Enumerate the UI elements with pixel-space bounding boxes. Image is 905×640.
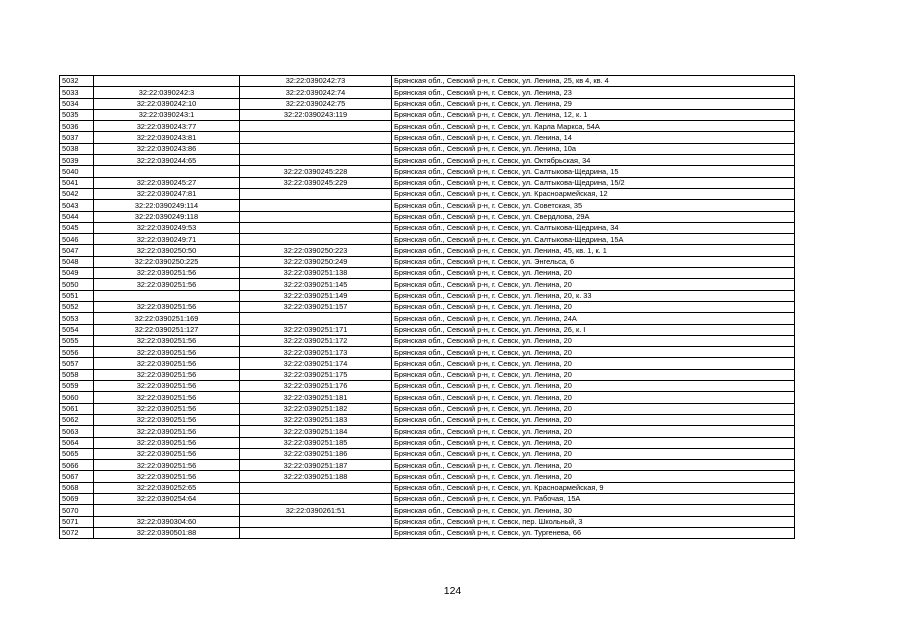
address-cell: Брянская обл., Севский р-н, г. Севск, ул. Салтыкова-Щедрина, 34 (392, 222, 795, 233)
object-cadastral-number-cell (240, 222, 392, 233)
object-cadastral-number-cell: 32:22:0390245:228 (240, 166, 392, 177)
row-number-cell: 5050 (60, 279, 94, 290)
address-cell: Брянская обл., Севский р-н, г. Севск, ул. Ленина, 20 (392, 335, 795, 346)
row-number-cell: 5036 (60, 121, 94, 132)
object-cadastral-number-cell: 32:22:0390250:249 (240, 256, 392, 267)
object-cadastral-number-cell: 32:22:0390251:184 (240, 426, 392, 437)
address-cell: Брянская обл., Севский р-н, г. Севск, ул. Тургенева, 66 (392, 527, 795, 538)
object-cadastral-number-cell: 32:22:0390251:182 (240, 403, 392, 414)
cadastral-number-cell: 32:22:0390243:77 (94, 121, 240, 132)
object-cadastral-number-cell: 32:22:0390245:229 (240, 177, 392, 188)
table-row (60, 109, 795, 120)
cadastral-number-cell: 32:22:0390251:56 (94, 392, 240, 403)
cadastral-number-cell: 32:22:0390251:56 (94, 369, 240, 380)
row-number-cell: 5069 (60, 493, 94, 504)
row-number-cell: 5063 (60, 426, 94, 437)
table-row (60, 177, 795, 188)
address-cell: Брянская обл., Севский р-н, г. Севск, ул. Ленина, 12, к. 1 (392, 109, 795, 120)
object-cadastral-number-cell: 32:22:0390251:181 (240, 392, 392, 403)
row-number-cell: 5061 (60, 403, 94, 414)
cadastral-number-cell: 32:22:0390251:56 (94, 347, 240, 358)
address-cell: Брянская обл., Севский р-н, г. Севск, ул. Ленина, 29 (392, 98, 795, 109)
table-row (60, 516, 795, 527)
object-cadastral-number-cell: 32:22:0390251:171 (240, 324, 392, 335)
row-number-cell: 5067 (60, 471, 94, 482)
row-number-cell: 5056 (60, 347, 94, 358)
row-number-cell: 5047 (60, 245, 94, 256)
object-cadastral-number-cell (240, 155, 392, 166)
row-number-cell: 5071 (60, 516, 94, 527)
address-cell: Брянская обл., Севский р-н, г. Севск, ул. Октябрьская, 34 (392, 155, 795, 166)
object-cadastral-number-cell (240, 121, 392, 132)
cadastral-number-cell: 32:22:0390251:56 (94, 335, 240, 346)
object-cadastral-number-cell (240, 516, 392, 527)
table-row (60, 256, 795, 267)
address-cell: Брянская обл., Севский р-н, г. Севск, ул. Ленина, 20 (392, 392, 795, 403)
table-row (60, 448, 795, 459)
row-number-cell: 5054 (60, 324, 94, 335)
cadastral-number-cell: 32:22:0390251:56 (94, 414, 240, 425)
object-cadastral-number-cell (240, 527, 392, 538)
address-cell: Брянская обл., Севский р-н, г. Севск, ул. Ленина, 20 (392, 471, 795, 482)
cadastral-number-cell: 32:22:0390249:118 (94, 211, 240, 222)
table-row (60, 460, 795, 471)
table-row (60, 245, 795, 256)
cadastral-number-cell: 32:22:0390242:10 (94, 98, 240, 109)
object-cadastral-number-cell: 32:22:0390251:183 (240, 414, 392, 425)
table-row (60, 268, 795, 279)
cadastral-number-cell: 32:22:0390243:1 (94, 109, 240, 120)
row-number-cell: 5043 (60, 200, 94, 211)
object-cadastral-number-cell (240, 482, 392, 493)
table-row (60, 527, 795, 538)
table-row (60, 437, 795, 448)
cadastral-number-cell: 32:22:0390243:86 (94, 143, 240, 154)
object-cadastral-number-cell: 32:22:0390251:173 (240, 347, 392, 358)
address-cell: Брянская обл., Севский р-н, г. Севск, ул. Ленина, 20 (392, 426, 795, 437)
address-cell: Брянская обл., Севский р-н, г. Севск, пер. Школьный, 3 (392, 516, 795, 527)
table-row (60, 471, 795, 482)
property-register-table (59, 75, 795, 539)
row-number-cell: 5062 (60, 414, 94, 425)
cadastral-number-cell: 32:22:0390249:53 (94, 222, 240, 233)
cadastral-number-cell: 32:22:0390251:56 (94, 381, 240, 392)
row-number-cell: 5065 (60, 448, 94, 459)
table-row (60, 392, 795, 403)
table-row (60, 414, 795, 425)
cadastral-number-cell: 32:22:0390252:65 (94, 482, 240, 493)
address-cell: Брянская обл., Севский р-н, г. Севск, ул. Салтыкова-Щедрина, 15 (392, 166, 795, 177)
table-row (60, 222, 795, 233)
cadastral-number-cell: 32:22:0390251:56 (94, 426, 240, 437)
cadastral-number-cell: 32:22:0390251:56 (94, 268, 240, 279)
table-row (60, 301, 795, 312)
address-cell: Брянская обл., Севский р-н, г. Севск, ул. Ленина, 20 (392, 381, 795, 392)
address-cell: Брянская обл., Севский р-н, г. Севск, ул. Ленина, 25, кв 4, кв. 4 (392, 76, 795, 87)
cadastral-number-cell: 32:22:0390250:50 (94, 245, 240, 256)
row-number-cell: 5037 (60, 132, 94, 143)
table-row (60, 335, 795, 346)
object-cadastral-number-cell (240, 188, 392, 199)
table-row (60, 76, 795, 87)
address-cell: Брянская обл., Севский р-н, г. Севск, ул. Салтыкова-Щедрина, 15/2 (392, 177, 795, 188)
object-cadastral-number-cell (240, 211, 392, 222)
table-row (60, 369, 795, 380)
object-cadastral-number-cell (240, 313, 392, 324)
row-number-cell: 5040 (60, 166, 94, 177)
cadastral-number-cell: 32:22:0390251:56 (94, 403, 240, 414)
address-cell: Брянская обл., Севский р-н, г. Севск, ул. Свердлова, 29А (392, 211, 795, 222)
row-number-cell: 5032 (60, 76, 94, 87)
object-cadastral-number-cell: 32:22:0390251:188 (240, 471, 392, 482)
cadastral-number-cell (94, 76, 240, 87)
table-row (60, 381, 795, 392)
object-cadastral-number-cell: 32:22:0390242:73 (240, 76, 392, 87)
address-cell: Брянская обл., Севский р-н, г. Севск, ул. Ленина, 20 (392, 268, 795, 279)
object-cadastral-number-cell (240, 234, 392, 245)
table-row (60, 200, 795, 211)
row-number-cell: 5044 (60, 211, 94, 222)
cadastral-number-cell: 32:22:0390249:114 (94, 200, 240, 211)
address-cell: Брянская обл., Севский р-н, г. Севск, ул. Ленина, 20 (392, 448, 795, 459)
address-cell: Брянская обл., Севский р-н, г. Севск, ул. Ленина, 20 (392, 279, 795, 290)
row-number-cell: 5039 (60, 155, 94, 166)
row-number-cell: 5034 (60, 98, 94, 109)
address-cell: Брянская обл., Севский р-н, г. Севск, ул. Ленина, 20 (392, 358, 795, 369)
table-row (60, 290, 795, 301)
object-cadastral-number-cell (240, 493, 392, 504)
address-cell: Брянская обл., Севский р-н, г. Севск, ул. Ленина, 20 (392, 460, 795, 471)
address-cell: Брянская обл., Севский р-н, г. Севск, ул. Карла Маркса, 54А (392, 121, 795, 132)
object-cadastral-number-cell: 32:22:0390251:187 (240, 460, 392, 471)
table-row (60, 279, 795, 290)
address-cell: Брянская обл., Севский р-н, г. Севск, ул. Ленина, 20 (392, 403, 795, 414)
table-row (60, 505, 795, 516)
row-number-cell: 5064 (60, 437, 94, 448)
object-cadastral-number-cell: 32:22:0390243:119 (240, 109, 392, 120)
row-number-cell: 5068 (60, 482, 94, 493)
address-cell: Брянская обл., Севский р-н, г. Севск, ул. Ленина, 20 (392, 414, 795, 425)
address-cell: Брянская обл., Севский р-н, г. Севск, ул. Ленина, 20 (392, 369, 795, 380)
object-cadastral-number-cell: 32:22:0390251:149 (240, 290, 392, 301)
table-row (60, 358, 795, 369)
table-row (60, 347, 795, 358)
object-cadastral-number-cell: 32:22:0390251:157 (240, 301, 392, 312)
cadastral-number-cell: 32:22:0390247:81 (94, 188, 240, 199)
object-cadastral-number-cell: 32:22:0390251:186 (240, 448, 392, 459)
row-number-cell: 5051 (60, 290, 94, 301)
object-cadastral-number-cell: 32:22:0390251:138 (240, 268, 392, 279)
address-cell: Брянская обл., Севский р-н, г. Севск, ул. Ленина, 30 (392, 505, 795, 516)
row-number-cell: 5060 (60, 392, 94, 403)
address-cell: Брянская обл., Севский р-н, г. Севск, ул. Ленина, 10а (392, 143, 795, 154)
object-cadastral-number-cell (240, 132, 392, 143)
table-row (60, 132, 795, 143)
cadastral-number-cell (94, 166, 240, 177)
table-row (60, 234, 795, 245)
cadastral-number-cell: 32:22:0390242:3 (94, 87, 240, 98)
address-cell: Брянская обл., Севский р-н, г. Севск, ул. Энгельса, 6 (392, 256, 795, 267)
table-row (60, 98, 795, 109)
row-number-cell: 5046 (60, 234, 94, 245)
row-number-cell: 5058 (60, 369, 94, 380)
row-number-cell: 5033 (60, 87, 94, 98)
row-number-cell: 5038 (60, 143, 94, 154)
table-row (60, 324, 795, 335)
cadastral-number-cell: 32:22:0390304:60 (94, 516, 240, 527)
row-number-cell: 5055 (60, 335, 94, 346)
cadastral-number-cell: 32:22:0390244:65 (94, 155, 240, 166)
cadastral-number-cell: 32:22:0390251:56 (94, 301, 240, 312)
cadastral-number-cell (94, 290, 240, 301)
object-cadastral-number-cell (240, 200, 392, 211)
row-number-cell: 5052 (60, 301, 94, 312)
object-cadastral-number-cell: 32:22:0390251:185 (240, 437, 392, 448)
cadastral-number-cell: 32:22:0390245:27 (94, 177, 240, 188)
table-row (60, 211, 795, 222)
address-cell: Брянская обл., Севский р-н, г. Севск, ул. Салтыкова-Щедрина, 15А (392, 234, 795, 245)
row-number-cell: 5042 (60, 188, 94, 199)
row-number-cell: 5070 (60, 505, 94, 516)
object-cadastral-number-cell (240, 143, 392, 154)
row-number-cell: 5041 (60, 177, 94, 188)
address-cell: Брянская обл., Севский р-н, г. Севск, ул. Ленина, 23 (392, 87, 795, 98)
address-cell: Брянская обл., Севский р-н, г. Севск, ул. Ленина, 20, к. 33 (392, 290, 795, 301)
object-cadastral-number-cell: 32:22:0390251:174 (240, 358, 392, 369)
cadastral-number-cell: 32:22:0390251:56 (94, 358, 240, 369)
row-number-cell: 5057 (60, 358, 94, 369)
address-cell: Брянская обл., Севский р-н, г. Севск, ул. Ленина, 20 (392, 301, 795, 312)
address-cell: Брянская обл., Севский р-н, г. Севск, ул. Рабочая, 15А (392, 493, 795, 504)
cadastral-number-cell: 32:22:0390251:56 (94, 279, 240, 290)
address-cell: Брянская обл., Севский р-н, г. Севск, ул. Ленина, 24А (392, 313, 795, 324)
row-number-cell: 5066 (60, 460, 94, 471)
object-cadastral-number-cell: 32:22:0390251:145 (240, 279, 392, 290)
object-cadastral-number-cell: 32:22:0390242:75 (240, 98, 392, 109)
row-number-cell: 5053 (60, 313, 94, 324)
cadastral-number-cell (94, 505, 240, 516)
cadastral-number-cell: 32:22:0390250:225 (94, 256, 240, 267)
object-cadastral-number-cell: 32:22:0390251:176 (240, 381, 392, 392)
address-cell: Брянская обл., Севский р-н, г. Севск, ул. Красноармейская, 9 (392, 482, 795, 493)
cadastral-number-cell: 32:22:0390251:127 (94, 324, 240, 335)
object-cadastral-number-cell: 32:22:0390261:51 (240, 505, 392, 516)
cadastral-number-cell: 32:22:0390243:81 (94, 132, 240, 143)
cadastral-number-cell: 32:22:0390251:56 (94, 448, 240, 459)
table-row (60, 155, 795, 166)
object-cadastral-number-cell: 32:22:0390250:223 (240, 245, 392, 256)
row-number-cell: 5045 (60, 222, 94, 233)
table-row (60, 188, 795, 199)
cadastral-number-cell: 32:22:0390249:71 (94, 234, 240, 245)
address-cell: Брянская обл., Севский р-н, г. Севск, ул. Ленина, 45, кв. 1, к. 1 (392, 245, 795, 256)
table-row (60, 426, 795, 437)
address-cell: Брянская обл., Севский р-н, г. Севск, ул. Ленина, 20 (392, 347, 795, 358)
cadastral-number-cell: 32:22:0390251:56 (94, 471, 240, 482)
row-number-cell: 5072 (60, 527, 94, 538)
cadastral-number-cell: 32:22:0390251:56 (94, 437, 240, 448)
object-cadastral-number-cell: 32:22:0390242:74 (240, 87, 392, 98)
cadastral-number-cell: 32:22:0390251:56 (94, 460, 240, 471)
table-row (60, 121, 795, 132)
table-row (60, 482, 795, 493)
table-row (60, 143, 795, 154)
table-body (60, 76, 795, 539)
row-number-cell: 5049 (60, 268, 94, 279)
table-row (60, 493, 795, 504)
table-row (60, 403, 795, 414)
address-cell: Брянская обл., Севский р-н, г. Севск, ул. Ленина, 20 (392, 437, 795, 448)
page-number: 124 (443, 585, 462, 597)
cadastral-number-cell: 32:22:0390501:88 (94, 527, 240, 538)
row-number-cell: 5048 (60, 256, 94, 267)
address-cell: Брянская обл., Севский р-н, г. Севск, ул. Советская, 35 (392, 200, 795, 211)
table-row (60, 166, 795, 177)
table-row (60, 313, 795, 324)
address-cell: Брянская обл., Севский р-н, г. Севск, ул. Красноармейская, 12 (392, 188, 795, 199)
cadastral-number-cell: 32:22:0390251:169 (94, 313, 240, 324)
row-number-cell: 5059 (60, 381, 94, 392)
address-cell: Брянская обл., Севский р-н, г. Севск, ул. Ленина, 26, к. I (392, 324, 795, 335)
cadastral-number-cell: 32:22:0390254:64 (94, 493, 240, 504)
object-cadastral-number-cell: 32:22:0390251:172 (240, 335, 392, 346)
address-cell: Брянская обл., Севский р-н, г. Севск, ул. Ленина, 14 (392, 132, 795, 143)
table-row (60, 87, 795, 98)
row-number-cell: 5035 (60, 109, 94, 120)
object-cadastral-number-cell: 32:22:0390251:175 (240, 369, 392, 380)
